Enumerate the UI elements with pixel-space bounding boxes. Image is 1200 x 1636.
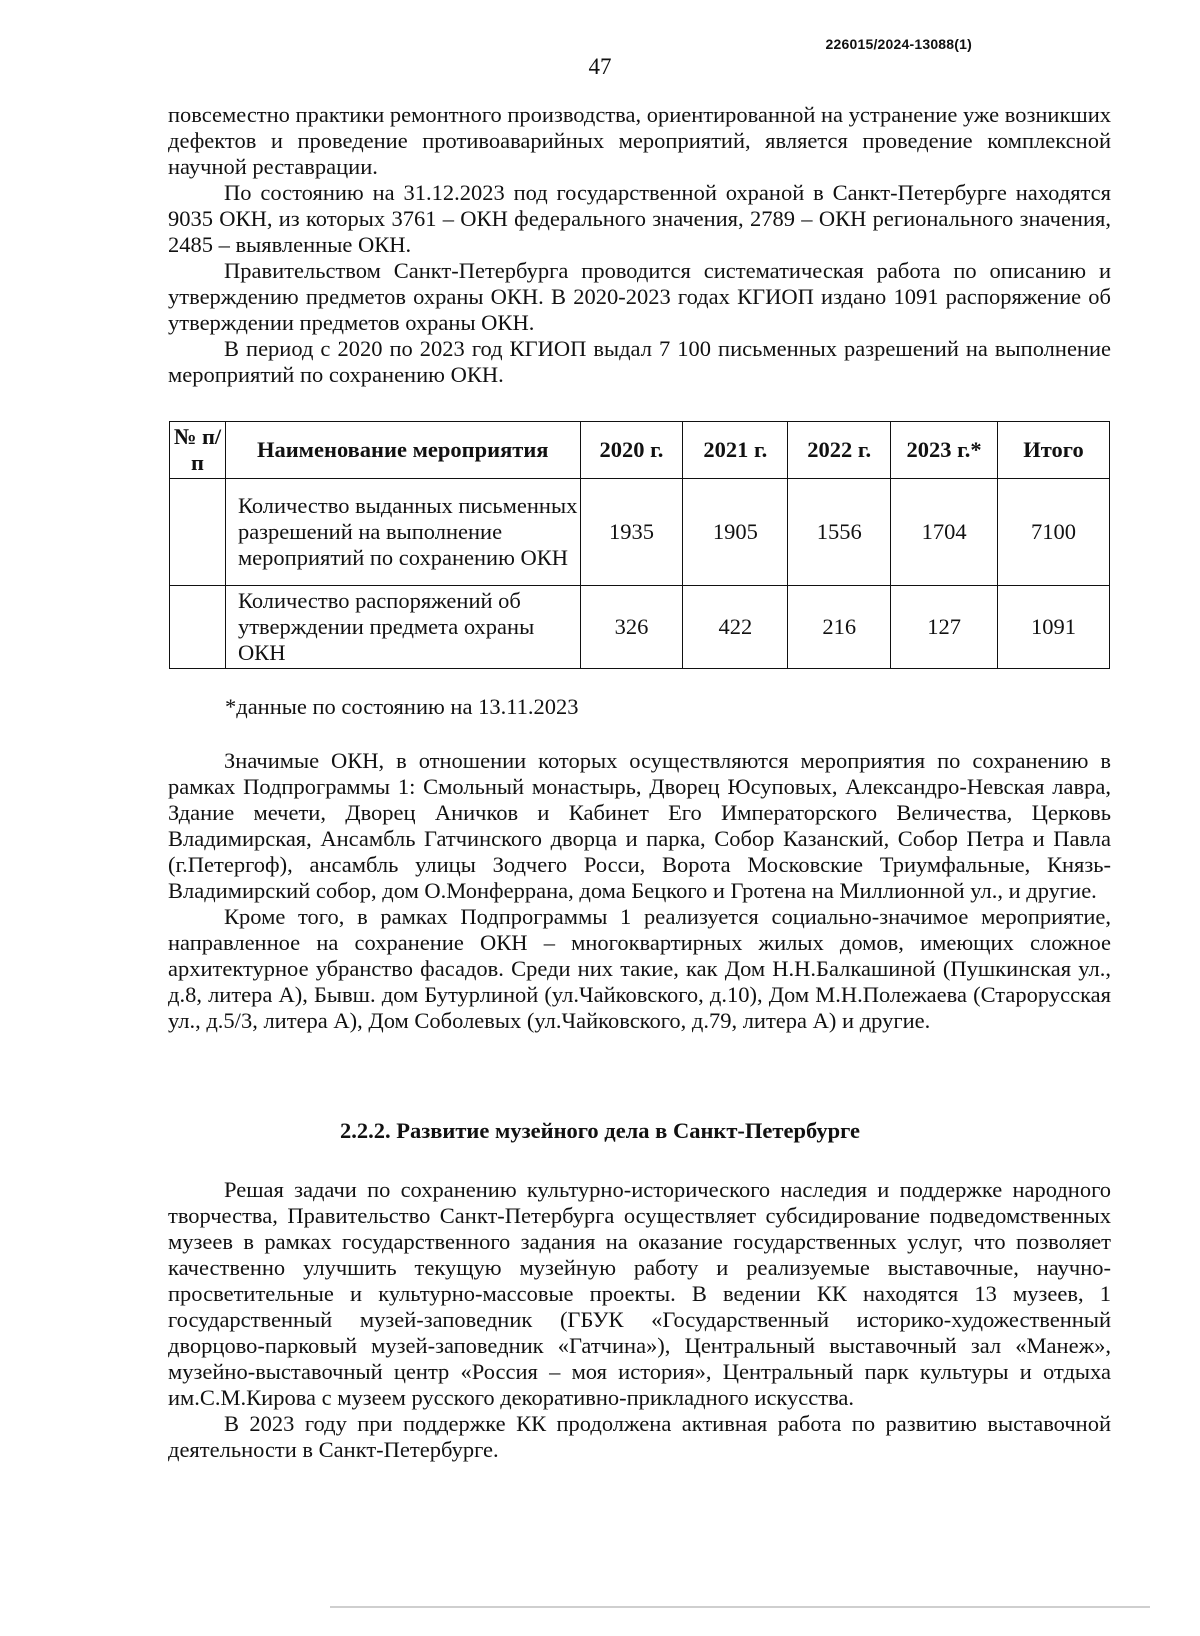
paragraph: Значимые ОКН, в отношении которых осуществляются мероприятия по сохранению в рамках Подпрограммы 1: Смольный монастырь, Дворец Юсуповых, Александро-Невская лавра, Здание мечети, Дворец Аничков и Кабинет Его Императорского Величества, Церковь Владимирская, Ансамбль Гатчинского дворца и парка, Собор Казанский, Собор Петра и Павла (г.Петергоф), ансамбль улицы Зодчего Росси, Ворота Московские Триумфальные, Князь-Владимирский собор, дом О.Монферрана, дома Бецкого и Гротена на Миллионной ул., и другие. (168, 748, 1111, 903)
col-header-total: Итого (998, 422, 1110, 479)
table-cell: 326 (580, 586, 683, 669)
table-cell: Количество выданных письменных разрешений на выполнение мероприятий по сохранению ОКН (225, 479, 580, 586)
col-header-number: № п/п (170, 422, 226, 479)
section-heading: 2.2.2. Развитие музейного дела в Санкт-Петербурге (339, 1118, 861, 1143)
table-cell: 1905 (683, 479, 788, 586)
page-number: 47 (588, 54, 612, 79)
table-row (170, 479, 1110, 586)
paragraph: Решая задачи по сохранению культурно-исторического наследия и поддержке народного творчества, Правительство Санкт-Петербурга осуществляет субсидирование подведомственных музеев в рамках государственного задания на оказание государственных услуг, что позволяет качественно улучшить текущую музейную работу и реализуемые выставочные, научно-просветительные и культурно-массовые проекты. В ведении КК находятся 13 музеев, 1 государственный музей-заповедник (ГБУК «Государственный историко-художественный дворцово-парковый музей-заповедник «Гатчина»), Центральный выставочный зал «Манеж», музейно-выставочный центр «Россия – моя история», Центральный парк культуры и отдыха им.С.М.Кирова с музеем русского декоративно-прикладного искусства. (168, 1177, 1111, 1410)
table-cell: 1935 (580, 479, 683, 586)
col-header-2023: 2023 г.* (891, 422, 998, 479)
table-cell: 7100 (998, 479, 1110, 586)
table-row (170, 586, 1110, 669)
paragraph: В 2023 году при поддержке КК продолжена активная работа по развитию выставочной деятельности в Санкт-Петербурге. (168, 1411, 1111, 1462)
table-cell (170, 479, 226, 586)
scan-edge-line (330, 1606, 1150, 1608)
table-cell: 422 (683, 586, 788, 669)
text-block-top (168, 102, 1111, 388)
table-header-row (170, 422, 1110, 479)
table-cell (170, 586, 226, 669)
document-id: 226015/2024-13088(1) (825, 36, 972, 52)
table-cell: 1556 (788, 479, 891, 586)
paragraph: повсеместно практики ремонтного производства, ориентированной на устранение уже возникших дефектов и проведение противоаварийных мероприятий, является проведение комплексной научной реставрации. (168, 102, 1112, 179)
table-cell: 1091 (998, 586, 1110, 669)
permits-table (169, 421, 1110, 669)
col-header-2021: 2021 г. (683, 422, 788, 479)
paragraph: Кроме того, в рамках Подпрограммы 1 реализуется социально-значимое мероприятие, направленное на сохранение ОКН – многоквартирных жилых домов, имеющих сложное архитектурное убранство фасадов. Среди них такие, как Дом Н.Н.Балкашиной (Пушкинская ул., д.8, литера А), Бывш. дом Бутурлиной (ул.Чайковского, д.10), Дом М.Н.Полежаева (Старорусская ул., д.5/3, литера А), Дом Соболевых (ул.Чайковского, д.79, литера А) и другие. (168, 904, 1111, 1033)
paragraph: В период с 2020 по 2023 год КГИОП выдал 7 100 письменных разрешений на выполнение мероприятий по сохранению ОКН. (168, 336, 1111, 387)
table-cell: 127 (891, 586, 998, 669)
text-block-middle (168, 748, 1111, 1034)
paragraph: Правительством Санкт-Петербурга проводится систематическая работа по описанию и утверждению предметов охраны ОКН. В 2020-2023 годах КГИОП издано 1091 распоряжение об утверждении предметов охраны ОКН. (168, 258, 1111, 335)
col-header-2020: 2020 г. (580, 422, 683, 479)
col-header-name: Наименование мероприятия (225, 422, 580, 479)
paragraph: По состоянию на 31.12.2023 под государственной охраной в Санкт-Петербурге находятся 9035 ОКН, из которых 3761 – ОКН федерального значения, 2789 – ОКН регионального значения, 2485 – выявленные ОКН. (168, 180, 1111, 257)
table-cell: Количество распоряжений об утверждении предмета охраны ОКН (225, 586, 580, 669)
table-cell: 216 (788, 586, 891, 669)
text-block-bottom (168, 1177, 1111, 1463)
table-footnote: *данные по состоянию на 13.11.2023 (225, 694, 579, 719)
table-cell: 1704 (891, 479, 998, 586)
col-header-2022: 2022 г. (788, 422, 891, 479)
